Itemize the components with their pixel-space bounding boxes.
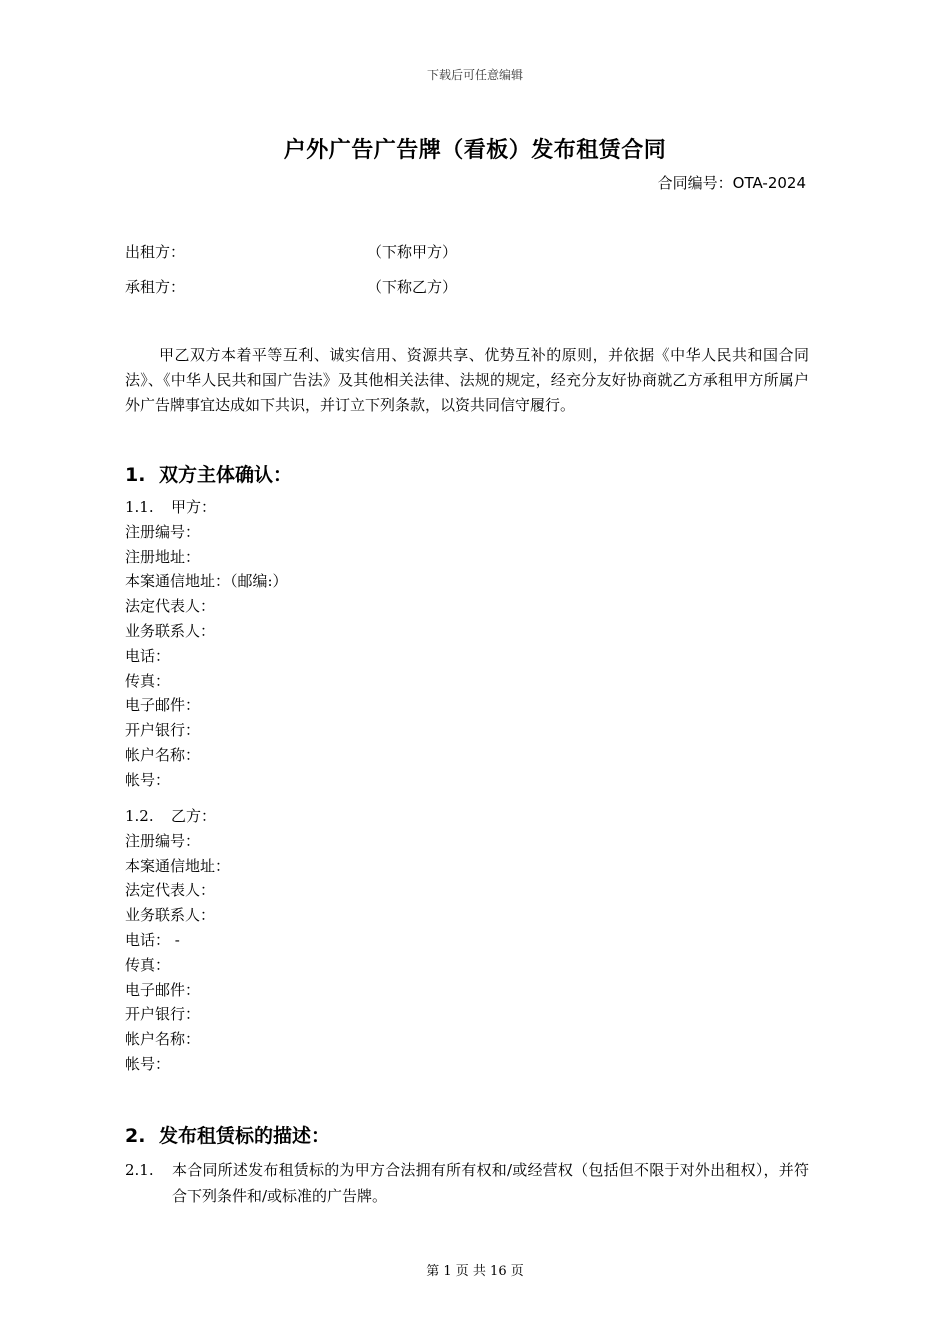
party-b-field: 传真： — [125, 955, 171, 974]
party-b-field: 电子邮件： — [125, 980, 201, 999]
lessee-line — [125, 276, 458, 297]
lessee-note: （下称乙方） — [367, 278, 458, 296]
party-b-field: 注册编号： — [125, 831, 201, 850]
lessor-label: 出租方： — [125, 243, 186, 261]
party-b-field: 本案通信地址： — [125, 856, 231, 875]
clause-2-1-text: 本合同所述发布租赁标的为甲方合法拥有所有权和/或经营权（包括但不限于对外出租权），并符合下列条件和/或标准的广告牌。 — [172, 1161, 809, 1205]
party-b-field: 开户银行： — [125, 1005, 201, 1024]
party-b-field: 帐户名称： — [125, 1030, 201, 1049]
party-a-field: 法定代表人： — [125, 597, 216, 616]
lessee-label: 承租方： — [125, 278, 186, 296]
party-a-field: 电话： — [125, 646, 171, 665]
party-b-label: 乙方： — [171, 807, 217, 825]
page-footer: 第 1 页 共 16 页 — [426, 1264, 524, 1279]
intro-paragraph: 甲乙双方本着平等互利、诚实信用、资源共享、优势互补的原则，并依据《中华人民共和国合同法》、《中华人民共和国广告法》及其他相关法律、法规的规定，经充分友好协商就乙方承租甲方所属户外广告牌事宜达成如下共识，并订立下列条款，以资共同信守履行。 — [125, 346, 809, 414]
party-b-field: 帐号： — [125, 1054, 171, 1073]
party-b-heading — [125, 804, 230, 829]
party-a-field: 传真： — [125, 671, 171, 690]
lessor-note: （下称甲方） — [367, 243, 458, 261]
page-header: 下载后可任意编辑 — [426, 68, 523, 82]
party-a-field: 帐号： — [125, 770, 171, 789]
section-2-heading — [125, 1121, 330, 1148]
lessor-line — [125, 241, 458, 262]
section-1-heading — [125, 460, 292, 487]
party-a-field: 注册地址： — [125, 547, 201, 566]
document-title: 户外广告广告牌（看板）发布租赁合同 — [283, 138, 667, 163]
party-a-field: 业务联系人： — [125, 621, 216, 640]
party-a-number: 1.1. — [125, 498, 154, 516]
section-2-number: 2. — [125, 1125, 146, 1147]
clause-2-1 — [125, 1157, 809, 1209]
party-a-field: 开户银行： — [125, 721, 201, 740]
clause-2-1-number: 2.1. — [125, 1161, 154, 1179]
section-1-number: 1. — [125, 464, 146, 486]
party-b-block — [125, 804, 230, 1077]
party-a-field: 帐户名称： — [125, 745, 201, 764]
contract-number: 合同编号：OTA-2024 — [657, 174, 806, 192]
party-a-label: 甲方： — [171, 498, 217, 516]
section-2-title: 发布租赁标的描述： — [159, 1125, 331, 1147]
party-b-field: 电话： - — [125, 930, 180, 949]
party-a-field: 本案通信地址：（邮编:） — [125, 572, 288, 591]
party-a-block — [125, 495, 288, 793]
party-b-field: 法定代表人： — [125, 881, 216, 900]
party-b-number: 1.2. — [125, 807, 154, 825]
party-b-field: 业务联系人： — [125, 906, 216, 925]
party-a-field: 注册编号： — [125, 522, 201, 541]
section-1-title: 双方主体确认： — [159, 464, 293, 486]
party-a-field: 电子邮件： — [125, 696, 201, 715]
party-a-heading — [125, 495, 288, 520]
